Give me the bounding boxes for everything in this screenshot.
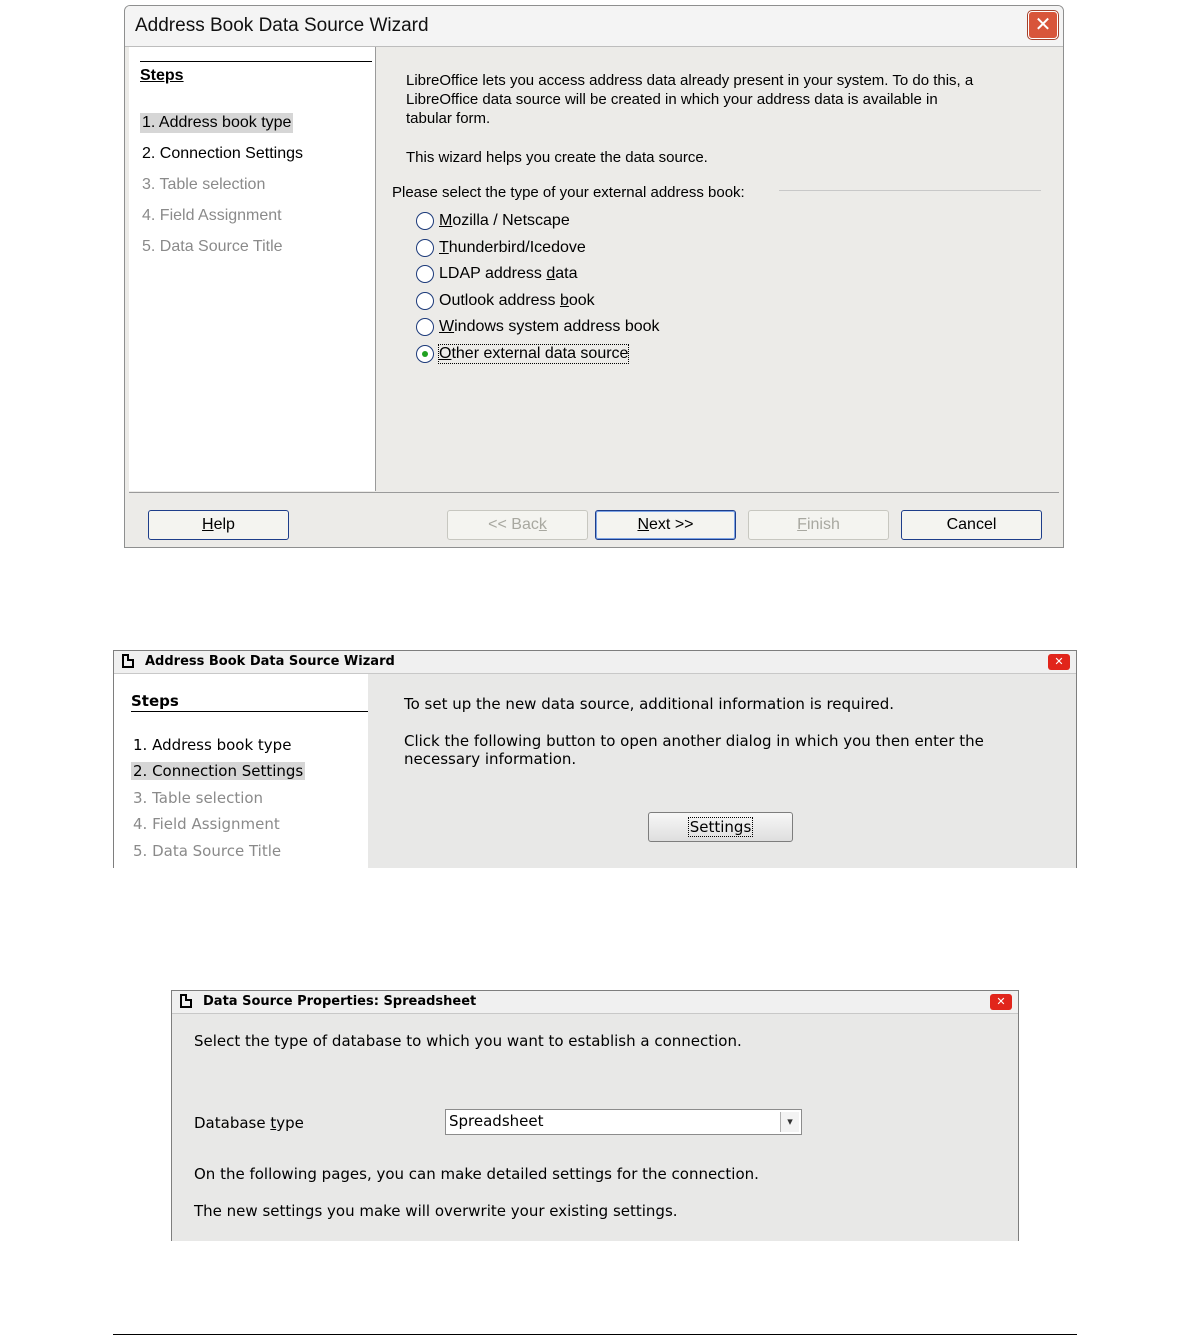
- title-bar[interactable]: [125, 6, 1063, 47]
- instruction-text-line2: necessary information.: [404, 750, 577, 768]
- label-ldap-address-data[interactable]: LDAP address data: [439, 265, 578, 282]
- instruction-text-line1: Click the following button to open another dialog in which you then enter the: [404, 732, 984, 750]
- step-data-source-title: 5. Data Source Title: [133, 842, 282, 860]
- label-mozilla-netscape[interactable]: Mozilla / Netscape: [439, 212, 570, 229]
- cancel-button[interactable]: Cancel: [901, 510, 1042, 540]
- address-book-wizard-dialog-gtk: [113, 650, 1077, 868]
- step-connection-settings[interactable]: 2. Connection Settings: [133, 762, 304, 780]
- steps-panel: [129, 47, 376, 491]
- document-icon: [122, 654, 134, 668]
- step-data-source-title: 5. Data Source Title: [142, 238, 283, 255]
- intro-text-line3: tabular form.: [406, 110, 491, 127]
- close-icon[interactable]: ✕: [990, 994, 1012, 1010]
- radio-thunderbird-icedove[interactable]: [416, 239, 434, 257]
- label-thunderbird-icedove[interactable]: Thunderbird/Icedove: [439, 239, 586, 256]
- finish-button: Finish: [748, 510, 889, 540]
- radio-mozilla-netscape[interactable]: [416, 212, 434, 230]
- title-bar[interactable]: [172, 991, 1018, 1014]
- select-database-text: Select the type of database to which you want to establish a connection.: [194, 1032, 742, 1050]
- steps-heading: Steps: [140, 67, 184, 84]
- database-type-select[interactable]: [445, 1109, 802, 1135]
- dialog-title: Address Book Data Source Wizard: [145, 654, 395, 669]
- step-table-selection: 3. Table selection: [133, 789, 264, 807]
- title-bar[interactable]: [114, 651, 1076, 674]
- info-text: To set up the new data source, additional information is required.: [404, 695, 895, 713]
- step-table-selection: 3. Table selection: [142, 176, 266, 193]
- label-windows-system-address-book[interactable]: Windows system address book: [439, 318, 660, 335]
- radio-other-external-data-source[interactable]: [416, 345, 434, 363]
- step-connection-settings[interactable]: 2. Connection Settings: [142, 145, 303, 162]
- settings-button[interactable]: Settings: [648, 812, 793, 842]
- following-pages-text: On the following pages, you can make detailed settings for the connection.: [194, 1165, 759, 1183]
- steps-heading: Steps: [131, 692, 179, 710]
- dialog-title: Data Source Properties: Spreadsheet: [203, 994, 477, 1009]
- intro-text-line2: LibreOffice data source will be created in which your address data is available in: [406, 91, 938, 108]
- chevron-down-icon[interactable]: ▾: [780, 1112, 799, 1132]
- radio-ldap-address-data[interactable]: [416, 265, 434, 283]
- button-bar: [129, 492, 1059, 545]
- step-field-assignment: 4. Field Assignment: [142, 207, 282, 224]
- back-button: << Back: [447, 510, 588, 540]
- address-book-type-group-label: Please select the type of your external address book:: [392, 184, 745, 201]
- group-separator: [779, 190, 1041, 191]
- close-icon[interactable]: ✕: [1048, 654, 1070, 670]
- next-button[interactable]: Next >>: [595, 510, 736, 540]
- database-type-value: Spreadsheet: [449, 1112, 544, 1130]
- close-icon[interactable]: ✕: [1028, 11, 1058, 39]
- address-book-wizard-dialog-xp: [124, 5, 1064, 548]
- step-field-assignment: 4. Field Assignment: [133, 815, 280, 833]
- help-button[interactable]: Help: [148, 510, 289, 540]
- radio-outlook-address-book[interactable]: [416, 292, 434, 310]
- label-outlook-address-book[interactable]: Outlook address book: [439, 292, 595, 309]
- overwrite-text: The new settings you make will overwrite your existing settings.: [194, 1202, 678, 1220]
- dialog-title: Address Book Data Source Wizard: [135, 15, 429, 36]
- page-divider: [113, 1334, 1077, 1335]
- data-source-properties-dialog: [171, 990, 1019, 1241]
- step-address-book-type[interactable]: 1. Address book type: [133, 736, 292, 754]
- helper-text: This wizard helps you create the data source.: [406, 149, 708, 166]
- database-type-label: Database type: [194, 1114, 304, 1132]
- steps-divider: [140, 61, 372, 62]
- steps-divider: [131, 711, 368, 712]
- document-icon: [180, 994, 192, 1008]
- radio-windows-system-address-book[interactable]: [416, 318, 434, 336]
- label-other-external-data-source[interactable]: Other external data source: [439, 345, 629, 362]
- steps-panel: [114, 674, 368, 868]
- intro-text-line1: LibreOffice lets you access address data already present in your system. To do this, a: [406, 72, 974, 89]
- step-address-book-type[interactable]: 1. Address book type: [142, 114, 292, 131]
